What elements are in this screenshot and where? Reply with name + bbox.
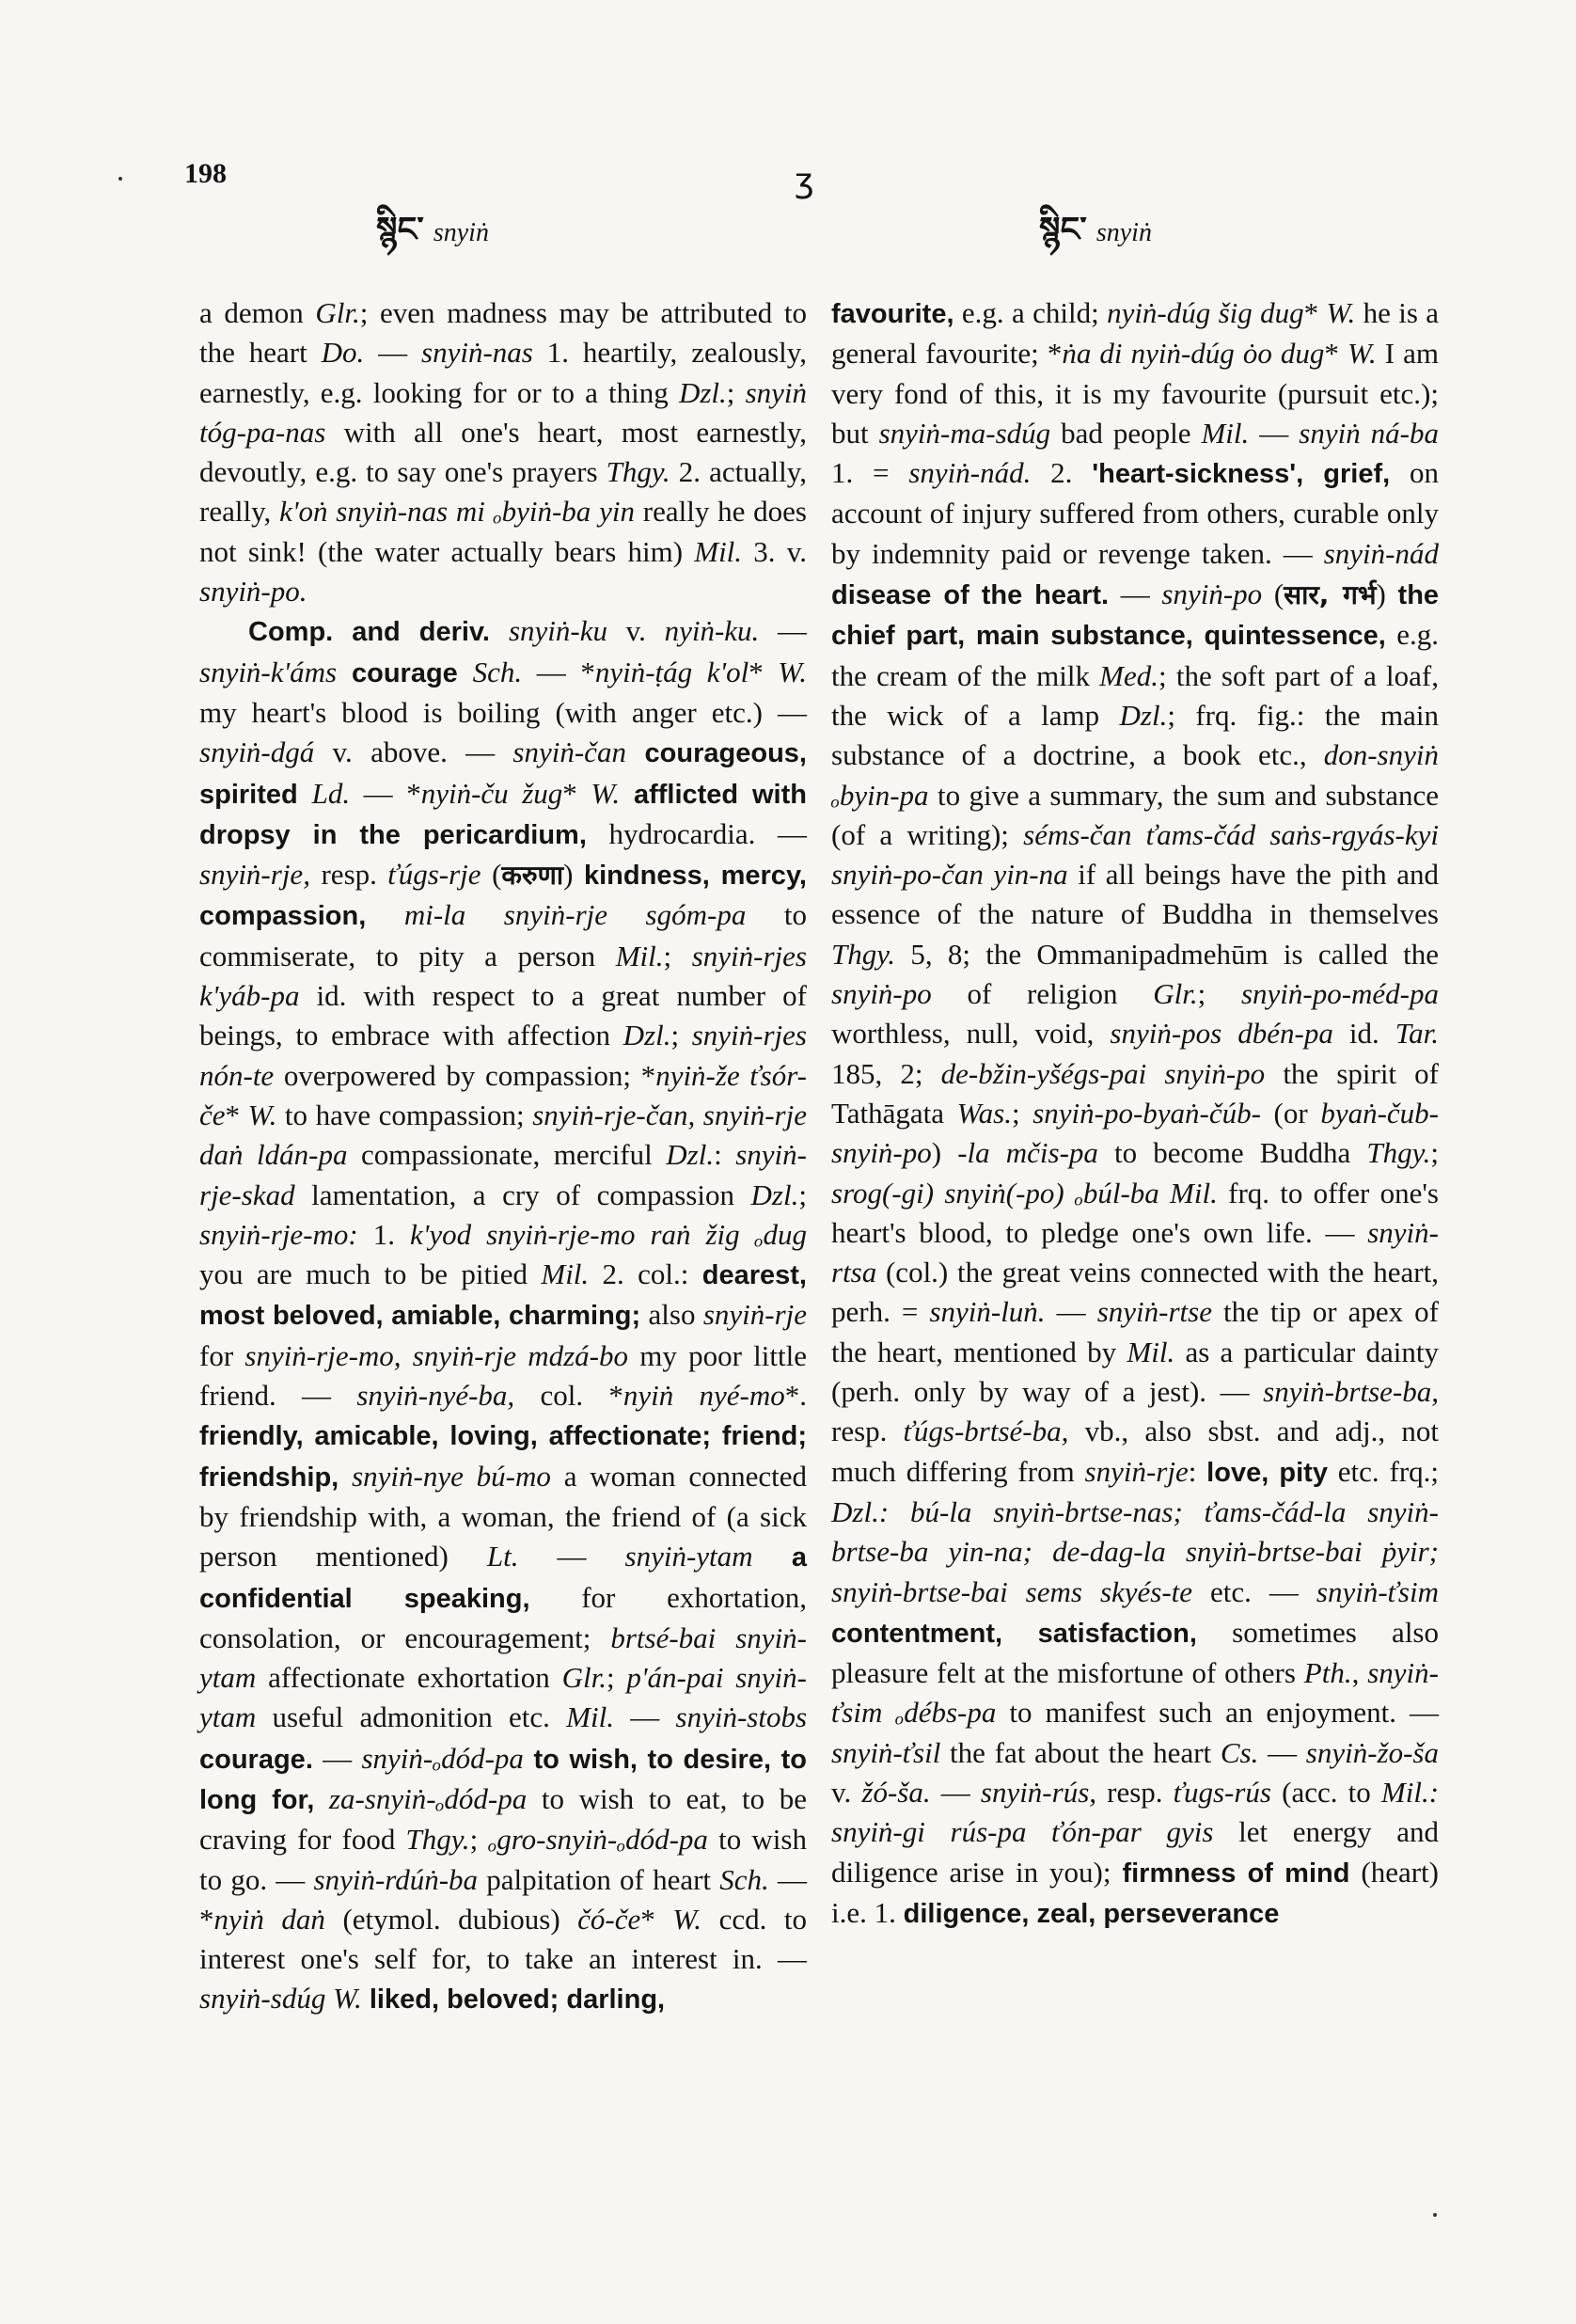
- header-transliteration: snyiṅ: [1095, 218, 1152, 247]
- text-run: 185, 2;: [831, 1056, 941, 1090]
- text-run: etc. —: [1192, 1574, 1316, 1608]
- text-run: ;: [469, 1823, 489, 1857]
- text-run: to commiserate, to pity a person: [199, 898, 807, 972]
- italic-term: Mil.: [1127, 1335, 1175, 1368]
- text-run: a demon: [199, 296, 316, 329]
- text-run: if all beings have the pith and essence of the nature of Buddha in themselves: [831, 858, 1440, 931]
- italic-term: snyiṅ-žo-ša: [1305, 1735, 1439, 1769]
- entry-paragraph: [831, 293, 1439, 1934]
- text-run: you are much to be pitied: [199, 1257, 542, 1291]
- italic-term: Cs.: [1220, 1735, 1259, 1769]
- text-run: (etymol. dubious): [324, 1902, 578, 1936]
- text-run: ;: [1011, 1096, 1033, 1130]
- page-marker: ʒ: [795, 162, 814, 200]
- italic-term: ₒgro-snyiṅ-ₒdód-pa: [488, 1823, 708, 1857]
- text-run: —: [1258, 1735, 1306, 1769]
- bold-gloss: favourite,: [831, 299, 954, 329]
- text-run: ; even madness may be attributed to the heart: [199, 296, 807, 370]
- italic-term: Mil.: [566, 1700, 614, 1734]
- italic-term: snyiṅ-rje-skad: [199, 1138, 807, 1211]
- text-run: for: [199, 1338, 245, 1372]
- page-number: 198: [184, 158, 227, 189]
- text-run: to manifest such an enjoyment. —: [996, 1696, 1439, 1730]
- italic-term: Glr.: [561, 1661, 607, 1695]
- italic-term: snyiṅ-rtse: [1096, 1295, 1212, 1329]
- header-transliteration: snyiṅ: [433, 218, 489, 247]
- italic-term: snyiṅ-rje,: [199, 858, 310, 892]
- text-run: ,: [1351, 1656, 1368, 1690]
- italic-term: Thgy.: [831, 937, 896, 971]
- italic-term: ťugs-rús: [1173, 1775, 1271, 1809]
- text-run: :: [1188, 1454, 1207, 1488]
- italic-term: nyiṅ-ču žug: [420, 776, 563, 810]
- italic-term: Dzl.: bú-la snyiṅ-brtse-nas; ťams-čád-la snyiṅ-brtse-ba yin-na; de-dag-la snyiṅ-brtse-bai ṗyir; snyiṅ-brtse-bai sems skyés-te: [831, 1494, 1439, 1608]
- text-run: :: [714, 1138, 736, 1172]
- italic-term: snyiṅ-rje: [702, 1298, 808, 1332]
- text-run: *: [640, 1902, 673, 1936]
- italic-term: snyiṅ-rjes nón-te: [199, 1019, 807, 1092]
- text-run: hydrocardia. —: [586, 816, 807, 850]
- text-run: etc. frq.;: [1327, 1454, 1439, 1488]
- text-run: worthless, null, void,: [831, 1017, 1111, 1051]
- italic-term: snyiṅ-po: [1161, 577, 1263, 611]
- italic-term: Mil.: [694, 534, 743, 568]
- italic-term: W.: [247, 1098, 277, 1131]
- text-run: 2. col.:: [589, 1257, 702, 1291]
- italic-term: snyiṅ-nád.: [908, 456, 1032, 490]
- italic-term: Was.: [956, 1096, 1012, 1130]
- text-run: ;: [670, 1019, 692, 1052]
- text-run: as a particular dainty (perh. only by way of a jest). —: [831, 1335, 1439, 1409]
- text-run: of religion: [931, 977, 1154, 1011]
- text-run: ;: [726, 375, 746, 409]
- text-run: — *: [522, 655, 595, 688]
- text-run: to give a summary, the sum and substance (of a writing);: [831, 778, 1439, 851]
- text-run: v.: [831, 1775, 862, 1809]
- text-run: the tip or apex of the heart, mentioned by: [831, 1295, 1440, 1368]
- text-run: a woman connected by friendship with, a woman, the friend of (a sick person mentioned): [199, 1459, 807, 1573]
- right-column: [831, 293, 1439, 1934]
- text-run: ; the soft part of a loaf, the wick of a lamp: [831, 658, 1439, 732]
- entry-paragraph: [199, 293, 807, 611]
- left-column: [199, 293, 807, 2020]
- text-run: he is a general favourite; *: [831, 296, 1440, 371]
- bold-gloss: courage: [337, 657, 473, 688]
- text-run: with all one's heart, most earnestly, devoutly, e.g. to say one's prayers: [199, 415, 807, 489]
- italic-term: Thgy.: [1366, 1136, 1431, 1170]
- text-run: 1. heartily, zealously, earnestly, e.g. looking for or to a thing: [199, 336, 807, 409]
- italic-term: nyiṅ nyé-mo: [623, 1379, 785, 1413]
- text-run: frq. to offer one's heart's blood, to pledge one's own life. —: [831, 1176, 1439, 1249]
- text-run: —: [759, 614, 807, 648]
- italic-term: Dzl.: [1119, 698, 1168, 732]
- text-run: *.: [784, 1379, 808, 1413]
- text-run: ; frq. fig.: the main substance of a doctrine, a book etc.,: [831, 698, 1439, 772]
- italic-term: žó-ša.: [861, 1775, 931, 1809]
- text-run: [325, 1982, 333, 2015]
- italic-term: k'yod snyiṅ-rje-mo raṅ žig ₒdug: [409, 1217, 807, 1251]
- text-run: (heart) i.e. 1.: [831, 1855, 1439, 1929]
- italic-term: Glr.: [1153, 977, 1198, 1011]
- text-run: ;: [1197, 977, 1241, 1011]
- bold-gloss: to wish, to desire, to long for,: [199, 1744, 807, 1815]
- italic-term: snyiṅ-ku: [508, 614, 607, 648]
- italic-term: snyiṅ-rús,: [980, 1775, 1097, 1809]
- italic-term: snyiṅ-rjes k'yáb-pa: [199, 939, 807, 1013]
- italic-term: brtsé-bai snyiṅ-ytam: [199, 1620, 807, 1695]
- italic-term: -la mčis-pa: [957, 1136, 1098, 1170]
- bold-gloss: love, pity: [1206, 1457, 1328, 1488]
- text-run: bad people: [1050, 416, 1202, 450]
- bold-gloss: Comp. and deriv.: [248, 617, 509, 648]
- text-run: resp.: [1096, 1775, 1174, 1809]
- text-run: (or: [1260, 1096, 1321, 1130]
- text-run: —: [613, 1700, 676, 1734]
- italic-term: nyiṅ daṅ: [213, 1902, 325, 1936]
- text-run: the spirit of Tathāgata: [831, 1056, 1439, 1130]
- text-run: for exhortation, consolation, or encouragement;: [199, 1580, 807, 1654]
- italic-term: W.: [1326, 296, 1356, 329]
- bold-gloss: dearest, most beloved, amiable, charming;: [199, 1260, 807, 1332]
- italic-term: Thgy.: [606, 455, 670, 489]
- bold-gloss: contentment, satisfaction,: [831, 1618, 1197, 1649]
- italic-term: Mil.: [615, 939, 664, 972]
- italic-term: Mil.: [1201, 416, 1250, 450]
- text-run: I am very fond of this, it is my favourite (pursuit etc.); but: [831, 337, 1440, 450]
- italic-term: Mil.: snyiṅ-gi rús-pa ťón-par gyis: [831, 1775, 1440, 1849]
- italic-term: mi-la snyiṅ-rje sgóm-pa: [403, 898, 747, 932]
- text-run: to wish to eat, to be craving for food: [199, 1781, 807, 1857]
- text-run: sometimes also pleasure felt at the misfortune of others: [831, 1615, 1439, 1690]
- italic-term: snyiṅ-rje: [1084, 1454, 1189, 1488]
- italic-term: snyiṅ-po.: [199, 575, 307, 609]
- text-run: 1. =: [831, 456, 909, 490]
- italic-term: snyiṅ-čan: [512, 735, 626, 769]
- bold-gloss: friendly, amicable, loving, affectionate; friend; friendship,: [199, 1421, 807, 1493]
- text-run: *: [1303, 296, 1327, 329]
- italic-term: snyiṅ-po-byaṅ-čúb-: [1032, 1096, 1261, 1130]
- italic-term: ťúgs-brtsé-ba,: [903, 1415, 1069, 1448]
- text-run: resp.: [831, 1415, 904, 1448]
- print-speck: [1433, 2213, 1437, 2217]
- italic-term: snyiṅ-k'áms: [199, 655, 338, 688]
- italic-term: snyiṅ-ťsim: [1316, 1574, 1439, 1608]
- italic-term: snyiṅ-stobs: [675, 1700, 808, 1734]
- text-run: ): [1376, 577, 1398, 611]
- text-run: *: [562, 776, 591, 810]
- text-run: my heart's blood is boiling (with anger etc.) —: [199, 695, 807, 729]
- italic-term: snyiṅ-rdúṅ-ba: [313, 1862, 479, 1896]
- text-run: resp.: [309, 858, 388, 892]
- text-run: ;: [798, 1178, 807, 1211]
- italic-term: snyiṅ-ťsim ₒdébs-pa: [831, 1656, 1439, 1730]
- text-run: —: [930, 1775, 981, 1809]
- italic-term: byaṅ-čub-snyiṅ-po: [831, 1096, 1439, 1170]
- italic-term: snyiṅ-nád: [1323, 536, 1439, 570]
- italic-term: Pth.: [1303, 1656, 1352, 1690]
- text-run: ): [931, 1136, 958, 1170]
- italic-term: Dzl.: [750, 1178, 799, 1211]
- bold-gloss: diligence, zeal, perseverance: [903, 1898, 1280, 1929]
- italic-term: Thgy.: [405, 1823, 470, 1857]
- text-run: (: [481, 858, 502, 892]
- italic-term: snyiṅ-ytam: [624, 1540, 753, 1573]
- italic-term: séms-čan ťams-čád saṅs-rgyás-kyi snyiṅ-po-čan yin-na: [831, 817, 1440, 892]
- text-run: ccd. to interest one's self for, to take an interest in. —: [199, 1902, 807, 1976]
- italic-term: snyiṅ-pos dbén-pa: [1110, 1017, 1333, 1051]
- text-run: palpitation of heart: [478, 1862, 720, 1896]
- italic-term: snyiṅ-luṅ.: [929, 1295, 1046, 1329]
- italic-term: don-snyiṅ ₒbyin-pa: [831, 738, 1439, 812]
- text-run: really he does not sink! (the water actually bears him): [199, 495, 807, 568]
- bold-gloss: courageous, spirited: [199, 738, 807, 810]
- italic-term: W.: [333, 1982, 362, 2016]
- text-run: (col.) the great veins connected with the heart, perh. =: [831, 1256, 1439, 1329]
- italic-term: nyiṅ-ku.: [664, 614, 760, 648]
- bold-gloss: liked, beloved; darling,: [361, 1984, 666, 2016]
- italic-term: snyiṅ ná-ba: [1299, 416, 1440, 450]
- text-run: to become Buddha: [1097, 1136, 1367, 1170]
- italic-term: Med.: [1099, 658, 1159, 692]
- italic-term: Lt.: [486, 1540, 519, 1573]
- text-run: overpowered by compassion; *: [274, 1058, 656, 1092]
- italic-term: snyiṅ-po: [831, 977, 932, 1011]
- text-run: e.g. a child;: [953, 296, 1108, 329]
- italic-term: nyiṅ-ṭág k'ol: [594, 655, 749, 688]
- italic-term: Ld.: [311, 776, 351, 810]
- text-run: lamentation, a cry of compassion: [294, 1178, 751, 1211]
- bold-gloss: firmness of mind: [1122, 1858, 1350, 1889]
- italic-term: snyiṅ-ₒdód-pa: [361, 1741, 524, 1775]
- italic-term: snyiṅ-nyé-ba,: [356, 1379, 515, 1413]
- italic-term: snyiṅ-po-méd-pa: [1240, 977, 1439, 1011]
- text-run: ;: [1430, 1136, 1439, 1170]
- text-run: —: [364, 336, 422, 370]
- text-run: e.g. the cream of the milk: [831, 618, 1439, 692]
- italic-term: snyiṅ-nye bú-mo: [352, 1459, 551, 1493]
- header-tibetan-word: སྙིང་: [1039, 211, 1087, 249]
- text-run: id. with respect to a great number of beings, to embrace with affection: [199, 979, 807, 1052]
- entry-paragraph: [199, 611, 807, 2019]
- text-run: ;: [606, 1661, 627, 1695]
- text-run: my poor little friend. —: [199, 1338, 807, 1413]
- bold-gloss: 'heart-sickness', grief,: [1092, 459, 1391, 490]
- text-run: v.: [607, 614, 665, 648]
- italic-term: čó-če: [577, 1902, 641, 1936]
- text-run: [339, 1460, 352, 1493]
- text-run: —: [1249, 416, 1300, 450]
- italic-term: nyiṅ-dúg šig dug: [1107, 296, 1304, 329]
- text-run: compassionate, merciful: [347, 1138, 667, 1172]
- italic-term: snyiṅ-ma-sdúg: [878, 416, 1051, 450]
- text-run: 5, 8; the Ommanipadmehūm is called the: [895, 937, 1439, 971]
- text-run: ): [563, 858, 584, 892]
- text-run: to have compassion;: [276, 1098, 533, 1131]
- text-run: col. *: [514, 1379, 623, 1413]
- text-run: to wish to go. —: [199, 1823, 807, 1896]
- print-speck: [118, 177, 122, 181]
- italic-term: Mil.: [541, 1257, 590, 1291]
- italic-term: W.: [591, 776, 621, 810]
- italic-term: Tar.: [1395, 1017, 1439, 1051]
- italic-term: Dzl.: [678, 375, 727, 409]
- text-run: *: [1324, 337, 1347, 371]
- bold-gloss: afflicted with dropsy in the pericardium,: [199, 779, 807, 850]
- text-run: [314, 1782, 329, 1815]
- text-run: *: [749, 655, 779, 688]
- text-run: 2. actually, really,: [199, 455, 807, 529]
- text-run: *: [225, 1098, 248, 1131]
- italic-term: Do.: [321, 336, 365, 370]
- text-run: —: [518, 1540, 625, 1573]
- bold-gloss: disease of the heart.: [831, 580, 1110, 611]
- text-run: 3. v.: [742, 534, 807, 568]
- italic-term: snyiṅ-rtsa: [831, 1215, 1439, 1289]
- bold-gloss: kindness, mercy, compassion,: [199, 861, 807, 932]
- italic-term: Sch.: [472, 655, 523, 688]
- italic-term: Dzl.: [623, 1019, 671, 1052]
- italic-term: nyiṅ-že ťsór-če: [199, 1058, 807, 1131]
- text-run: on account of injury suffered from others, curable only by indemnity paid or revenge taken. —: [831, 456, 1440, 570]
- italic-term: de-bžin-yšégs-pai snyiṅ-po: [940, 1056, 1266, 1090]
- text-run: useful admonition etc.: [256, 1700, 567, 1734]
- text-run: —: [1045, 1295, 1097, 1329]
- italic-term: snyiṅ-rje-mo:: [199, 1217, 358, 1251]
- italic-term: p'án-pai snyiṅ-ytam: [199, 1661, 807, 1734]
- running-header-left: [376, 191, 489, 287]
- text-run: — *: [350, 776, 421, 810]
- text-run: (acc. to: [1271, 1775, 1381, 1809]
- italic-term: za-snyiṅ-ₒdód-pa: [328, 1781, 528, 1815]
- italic-term: Dzl.: [666, 1138, 715, 1172]
- text-run: id.: [1332, 1017, 1395, 1051]
- italic-term: snyiṅ-dgá: [199, 735, 315, 769]
- devanagari-term: करुणा: [501, 860, 564, 892]
- italic-term: Sch.: [719, 1862, 769, 1896]
- italic-term: snyiṅ tóg-pa-nas: [199, 375, 807, 449]
- italic-term: Glr.: [315, 296, 360, 329]
- bold-gloss: the chief part, main substance, quintessence,: [831, 580, 1440, 652]
- text-run: (: [1262, 577, 1284, 611]
- text-run: —: [1109, 577, 1162, 611]
- devanagari-term: सार, गर्भ: [1284, 579, 1377, 611]
- text-run: [366, 898, 404, 931]
- italic-term: W.: [778, 655, 808, 688]
- italic-term: snyiṅ-ťsil: [831, 1735, 941, 1769]
- bold-gloss: courage.: [199, 1744, 313, 1775]
- text-run: —: [312, 1741, 362, 1775]
- text-run: 2.: [1031, 456, 1093, 490]
- text-run: ;: [663, 939, 692, 972]
- text-run: vb., also sbst. and adj., not much differing from: [831, 1415, 1439, 1488]
- italic-term: W.: [672, 1902, 702, 1936]
- italic-term: ṅa di nyiṅ-dúg ȯo dug: [1062, 337, 1325, 371]
- text-run: the fat about the heart: [940, 1735, 1221, 1769]
- text-run: 1.: [357, 1217, 410, 1251]
- italic-term: snyiṅ-brtse-ba,: [1263, 1375, 1439, 1409]
- text-run: also: [640, 1298, 703, 1332]
- text-run: let energy and diligence arise in you);: [831, 1815, 1439, 1889]
- italic-term: snyiṅ-sdúg: [199, 1982, 326, 2016]
- italic-term: snyiṅ-nas: [421, 336, 533, 370]
- text-run: affectionate exhortation: [256, 1661, 562, 1695]
- italic-term: ťúgs-rje: [387, 858, 481, 892]
- running-header-right: [1039, 191, 1152, 287]
- italic-term: W.: [1347, 337, 1377, 371]
- italic-term: snyiṅ-rje-mo, snyiṅ-rje mdzá-bo: [244, 1338, 628, 1372]
- italic-term: srog(-gi) snyiṅ(-po) ₒbúl-ba Mil.: [831, 1176, 1218, 1209]
- bold-gloss: a confidential speaking,: [199, 1542, 808, 1614]
- italic-term: k'oṅ snyiṅ-nas mi ₒbyiṅ-ba yin: [279, 495, 635, 529]
- header-tibetan-word: སྙིང་: [376, 211, 424, 249]
- text-run: v. above. —: [314, 735, 513, 769]
- italic-term: snyiṅ-rje-čan, snyiṅ-rje daṅ ldán-pa: [199, 1098, 807, 1172]
- text-run: — *: [199, 1862, 807, 1936]
